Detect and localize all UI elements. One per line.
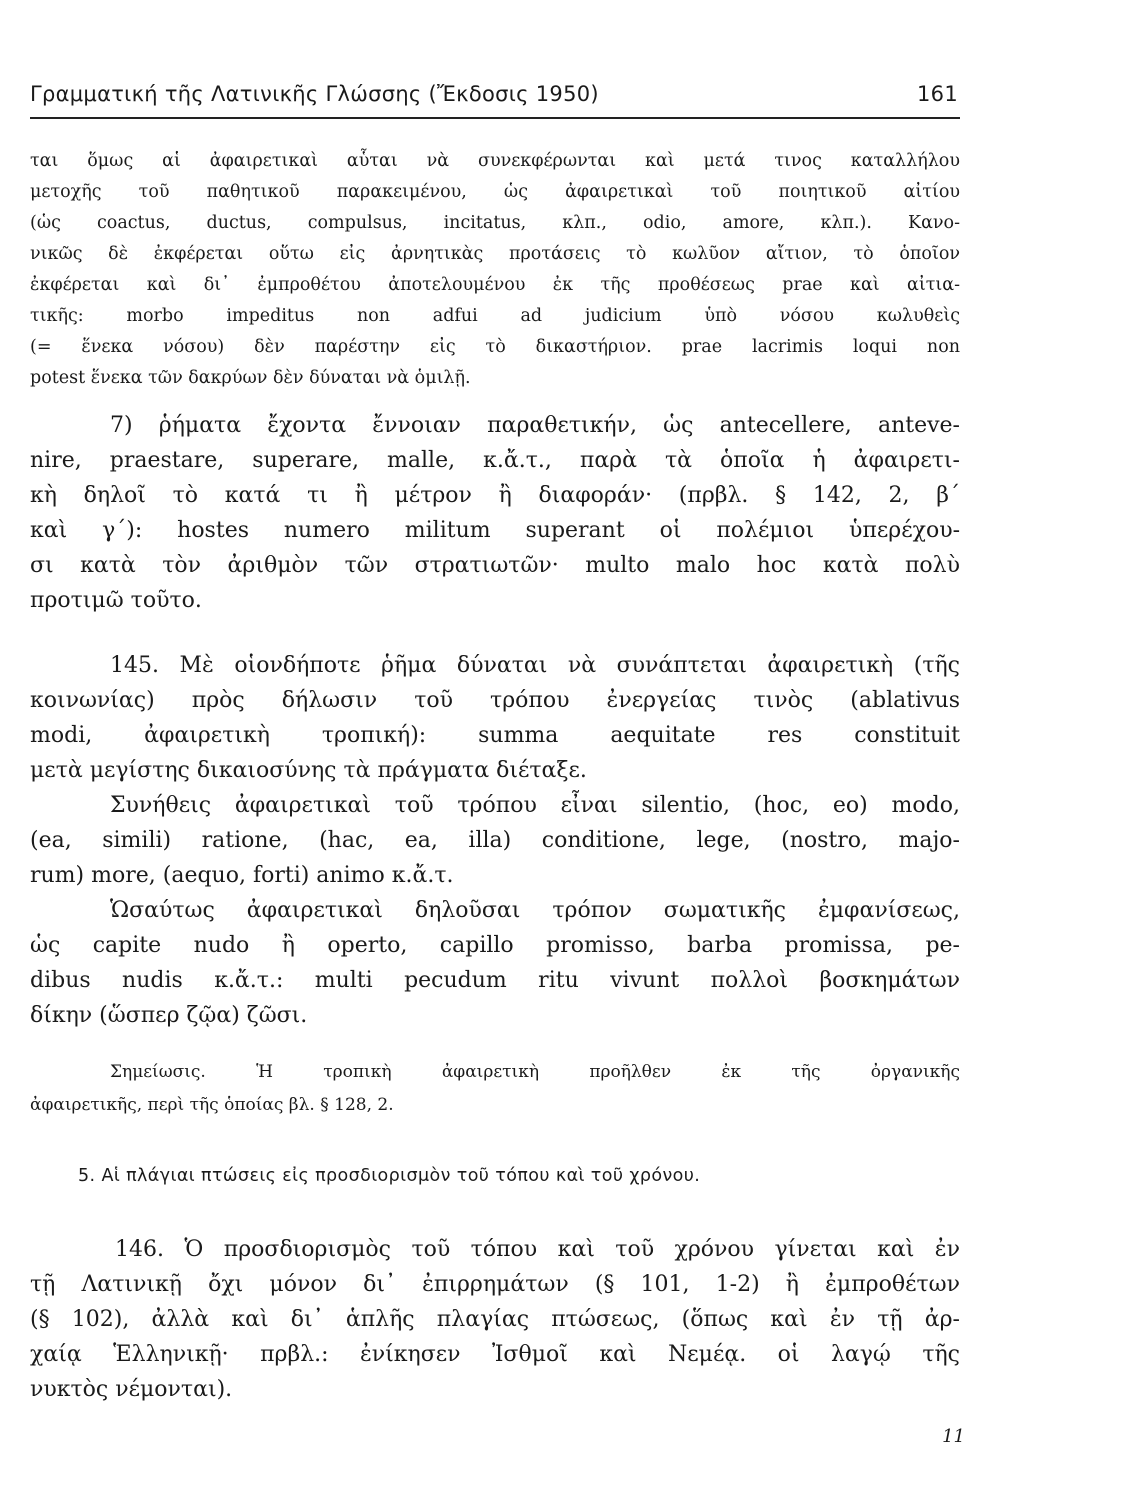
text-line: χαίᾳ Ἑλληνικῇ· πρβλ.: ἐνίκησεν Ἰσθμοῖ καὶ Νεμέᾳ. οἱ λαγῴ τῆς: [30, 1342, 960, 1367]
paragraph-synetheis: [30, 788, 960, 893]
text-line: (ea, simili) ratione, (hac, ea, illa) conditione, lege, (nostro, majo-: [30, 828, 960, 853]
paragraph-intro: [30, 146, 960, 394]
header-rule: [30, 117, 960, 119]
text-line: μετὰ μεγίστης δικαιοσύνης τὰ πράγματα διέταξε.: [30, 758, 587, 783]
paragraph-146: [30, 1232, 960, 1407]
page-number: 161: [917, 82, 958, 106]
text-line: κὴ δηλοῖ τὸ κατά τι ἢ μέτρον ἢ διαφοράν· (πρβλ. § 142, 2, β΄: [30, 483, 960, 508]
text-line: (ὡς coactus, ductus, compulsus, incitatus, κλπ., odio, amore, κλπ.). Κανο-: [30, 213, 960, 233]
text-line: ἐκφέρεται καὶ δι᾽ ἐμπροθέτου ἀποτελουμένου ἐκ τῆς προθέσεως prae καὶ αἰτια-: [30, 275, 960, 295]
text-line: 7) ῥήματα ἔχοντα ἔννοιαν παραθετικήν, ὡς antecellere, anteve-: [110, 413, 960, 438]
text-line: modi, ἀφαιρετικὴ τροπική): summa aequitate res constituit: [30, 723, 960, 748]
text-line: ἀφαιρετικῆς, περὶ τῆς ὁποίας βλ. § 128, 2.: [30, 1095, 394, 1115]
text-line: καὶ γ΄): hostes numero militum superant οἱ πολέμιοι ὑπερέχου-: [30, 518, 960, 543]
text-line: potest ἕνεκα τῶν δακρύων δὲν δύναται νὰ ὁμιλῇ.: [30, 368, 471, 388]
text-line: Ὡσαύτως ἀφαιρετικαὶ δηλοῦσαι τρόπον σωματικῆς ἐμφανίσεως,: [110, 898, 960, 923]
text-line: σι κατὰ τὸν ἀριθμὸν τῶν στρατιωτῶν· multo malo hoc κατὰ πολὺ: [30, 553, 960, 578]
text-line: Σημείωσις. Ἡ τροπικὴ ἀφαιρετικὴ προῆλθεν ἐκ τῆς ὀργανικῆς: [110, 1062, 960, 1082]
paragraph-145: [30, 648, 960, 788]
paragraph-7: [30, 408, 960, 618]
signature-mark: 11: [942, 1426, 965, 1447]
text-line: τικῆς: morbo impeditus non adfui ad judicium ὑπὸ νόσου κωλυθεὶς: [30, 306, 960, 326]
paragraph-osautos: [30, 893, 960, 1033]
text-line: Συνήθεις ἀφαιρετικαὶ τοῦ τρόπου εἶναι silentio, (hoc, eo) modo,: [110, 793, 960, 818]
text-line: (= ἕνεκα νόσου) δὲν παρέστην εἰς τὸ δικαστήριον. prae lacrimis loqui non: [30, 337, 960, 357]
note-paragraph: [30, 1056, 960, 1122]
text-line: rum) more, (aequo, forti) animo κ.ἄ.τ.: [30, 863, 454, 888]
text-line: ται ὅμως αἱ ἀφαιρετικαὶ αὗται νὰ συνεκφέρωνται καὶ μετά τινος καταλλήλου: [30, 151, 960, 171]
text-line: δίκην (ὥσπερ ζῷα) ζῶσι.: [30, 1003, 308, 1028]
text-line: 145. Μὲ οἱονδήποτε ῥῆμα δύναται νὰ συνάπτεται ἀφαιρετικὴ (τῆς: [110, 653, 960, 678]
text-line: νυκτὸς νέμονται).: [30, 1377, 233, 1402]
text-line: προτιμῶ τοῦτο.: [30, 588, 202, 613]
text-line: 146. Ὁ προσδιορισμὸς τοῦ τόπου καὶ τοῦ χρόνου γίνεται καὶ ἐν: [115, 1237, 960, 1262]
text-line: μετοχῆς τοῦ παθητικοῦ παρακειμένου, ὡς ἀφαιρετικαὶ τοῦ ποιητικοῦ αἰτίου: [30, 182, 960, 202]
text-line: τῇ Λατινικῇ ὄχι μόνον δι᾽ ἐπιρρημάτων (§ 101, 1-2) ἢ ἐμπροθέτων: [30, 1272, 960, 1297]
text-line: (§ 102), ἀλλὰ καὶ δι᾽ ἁπλῆς πλαγίας πτώσεως, (ὅπως καὶ ἐν τῇ ἀρ-: [30, 1307, 960, 1332]
text-line: νικῶς δὲ ἐκφέρεται οὕτω εἰς ἀρνητικὰς προτάσεις τὸ κωλῦον αἴτιον, τὸ ὁποῖον: [30, 244, 960, 264]
text-line: dibus nudis κ.ἄ.τ.: multi pecudum ritu vivunt πολλοὶ βοσκημάτων: [30, 968, 960, 993]
text-line: ὡς capite nudo ἢ operto, capillo promisso, barba promissa, pe-: [30, 933, 960, 958]
text-line: κοινωνίας) πρὸς δήλωσιν τοῦ τρόπου ἐνεργείας τινὸς (ablativus: [30, 688, 960, 713]
section-heading: 5. Αἱ πλάγιαι πτώσεις εἰς προσδιορισμὸν τοῦ τόπου καὶ τοῦ χρόνου.: [78, 1166, 701, 1186]
book-title: Γραμματική τῆς Λατινικῆς Γλώσσης (Ἔκδοσις 1950): [30, 82, 599, 106]
text-line: nire, praestare, superare, malle, κ.ἄ.τ., παρὰ τὰ ὁποῖα ἡ ἀφαιρετι-: [30, 448, 960, 473]
